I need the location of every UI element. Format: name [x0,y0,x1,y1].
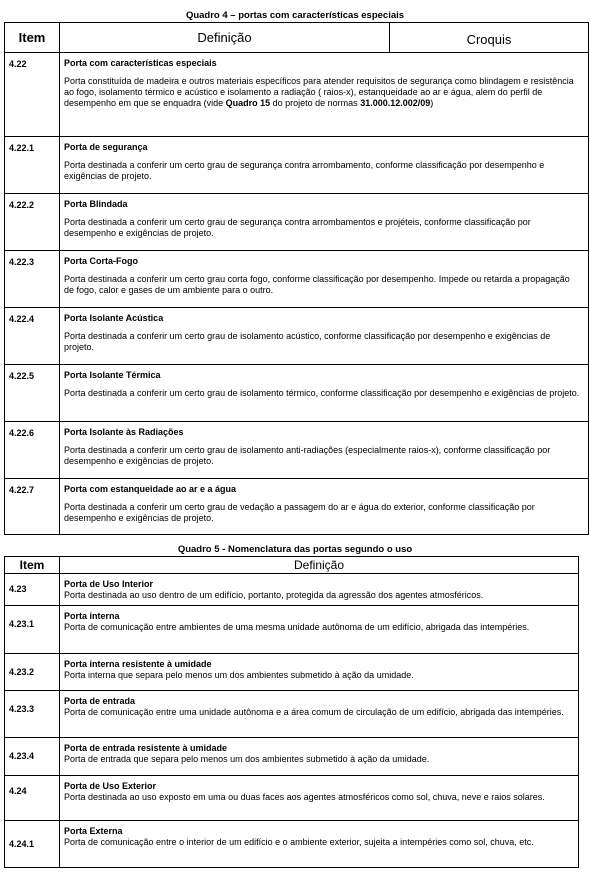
row-definition [60,308,589,365]
row-item: 4.23.1 [5,606,60,654]
header-item: Item [5,557,60,574]
row-item: 4.24 [5,776,60,821]
table-row [5,691,579,738]
row-description: Porta interna que separa pelo menos um dos ambientes submetido à ação da umidade. [64,670,414,680]
row-definition [60,606,579,654]
row-description: Porta destinada a conferir um certo grau corta fogo, conforme classificação por desempenho. Impede ou retarda a propagação de fogo, calor e gases de um ambiente para o outro. [64,274,570,295]
table-row [5,606,579,654]
row-item: 4.22.6 [5,422,60,479]
row-item: 4.22 [5,53,60,137]
row-title: Porta Isolante Acústica [64,313,164,323]
table-row [5,776,579,821]
row-description: Porta de comunicação entre uma unidade autônoma e a área comum de circulação de um edifício, abrigada das intempéries. [64,707,564,717]
row-definition [60,53,589,137]
row-description: Porta destinada a conferir um certo grau de isolamento acústico, conforme classificação por desempenho e exigências de projeto. [64,331,551,352]
header-item: Item [5,23,60,53]
row-description: Porta de entrada que separa pelo menos um dos ambientes submetido à ação da umidade. [64,754,430,764]
row-item: 4.22.5 [5,365,60,422]
row-definition [60,776,579,821]
row-definition [60,251,589,308]
row-item: 4.22.7 [5,479,60,535]
row-definition [60,194,589,251]
row-definition [60,365,589,422]
row-definition [60,738,579,776]
table-row [5,738,579,776]
row-description: Porta de comunicação entre o interior de um edifício e o ambiente exterior, sujeita a intempéries como sol, chuva, etc. [64,837,534,847]
table-row [5,308,589,365]
table-row [5,654,579,691]
table-row [5,53,589,137]
row-definition [60,422,589,479]
quadro5-caption: Quadro 5 - Nomenclatura das portas segundo o uso [177,544,413,555]
row-item: 4.22.1 [5,137,60,194]
row-title: Porta de Uso Interior [64,579,154,589]
row-description: Porta destinada ao uso dentro de um edifício, portanto, protegida da agressão dos agentes atmosféricos. [64,590,484,600]
table-row [5,365,589,422]
header-definicao: Definição [60,557,579,574]
row-description: Porta destinada a conferir um certo grau de isolamento anti-radiações (especialmente raios-x), conforme classificação por desempenho e exigências de projeto. [64,445,551,466]
row-definition [60,574,579,606]
quadro4-header-row [5,23,589,53]
row-item: 4.23.2 [5,654,60,691]
quadro4-caption: Quadro 4 – portas com características especiais [185,10,405,21]
table-row [5,251,589,308]
quadro5-header-row [5,557,579,574]
table-row [5,137,589,194]
row-title: Porta Blindada [64,199,128,209]
row-definition [60,137,589,194]
row-description: Porta de comunicação entre ambientes de uma mesma unidade autônoma de um edifício, abrigada das intempéries. [64,622,530,632]
row-title: Porta interna resistente à umidade [64,659,212,669]
row-title: Porta Isolante Térmica [64,370,161,380]
row-description: Porta destinada a conferir um certo grau de segurança contra arrombamento, conforme classificação por desempenho e exigências de projeto. [64,160,545,181]
row-description: Porta destinada a conferir um certo grau de segurança contra arrombamentos e projéteis, conforme classificação por desempenho e exigências de projeto. [64,217,531,238]
table-row [5,479,589,535]
row-definition [60,821,579,868]
row-description: Porta destinada ao uso exposto em uma ou duas faces aos agentes atmosféricos como sol, chuva, neve e raios solares. [64,792,545,802]
row-item: 4.23.4 [5,738,60,776]
row-title: Porta com características especiais [64,58,217,68]
row-description: Porta destinada a conferir um certo grau de isolamento térmico, conforme classificação por desempenho e exigências de projeto. [64,388,580,398]
row-title: Porta de entrada [64,696,136,706]
row-description: Porta constituída de madeira e outros materiais específicos para atender requisitos de segurança como blindagem e resistência ao fogo, isolamento térmico e acústico e isolamento a radiação ( raios-x), estanqueidade ao ar e água, alem do perfil de desempenho em que se enquadra (vide Quadro 15 do projeto de normas 31.000.12.002/09) [64,76,574,108]
row-item: 4.23.3 [5,691,60,738]
row-title: Porta interna [64,611,120,621]
row-item: 4.22.3 [5,251,60,308]
table-row [5,194,589,251]
row-description: Porta destinada a conferir um certo grau de vedação a passagem do ar e água do exterior, conforme classificação por desempenho e exigências de projeto. [64,502,535,523]
row-item: 4.22.4 [5,308,60,365]
row-item: 4.23 [5,574,60,606]
row-title: Porta de segurança [64,142,148,152]
header-definicao: Definição [60,23,390,53]
row-title: Porta com estanqueidade ao ar e a água [64,484,237,494]
row-definition [60,479,589,535]
quadro5-table [4,556,579,868]
row-title: Porta Isolante às Radiações [64,427,184,437]
row-title: Porta Externa [64,826,123,836]
table-row [5,821,579,868]
row-definition [60,691,579,738]
row-title: Porta Corta-Fogo [64,256,138,266]
row-item: 4.22.2 [5,194,60,251]
header-croquis: Croquis [390,23,589,53]
row-item: 4.24.1 [5,821,60,868]
row-title: Porta de Uso Exterior [64,781,157,791]
quadro4-table [4,22,589,535]
row-definition [60,654,579,691]
table-row [5,574,579,606]
row-title: Porta de entrada resistente à umidade [64,743,228,753]
table-row [5,422,589,479]
